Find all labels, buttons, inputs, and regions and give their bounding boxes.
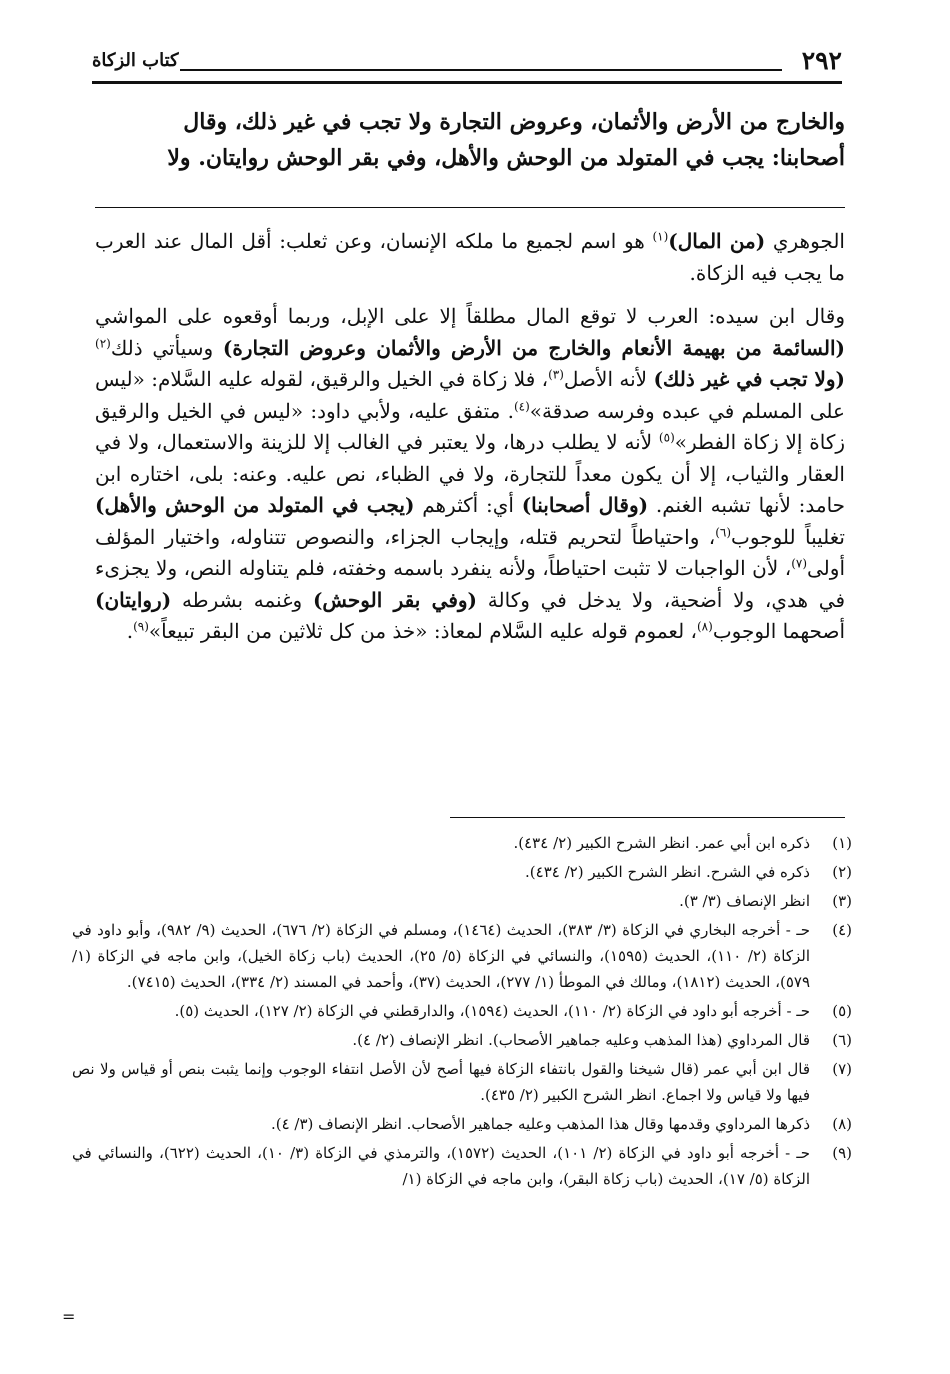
sharh-segment: وغنمه بشرطه [181,587,303,612]
footnote [72,998,852,1024]
footnote-text: حـ - أخرجه البخاري في الزكاة (٣/ ٣٨٣)، الحديث (١٤٦٤)، ومسلم في الزكاة (٢/ ٦٧٦)، الحديث (٩/ ٩٨٢)، وأبو داود في الزكاة (٢/ ١١٠)، الحديث (١٥٩٥)، والنسائي في الزكاة (٥/ ٢٥)، الحديث (باب زكاة الخيل)، وابن ماجه في الزكاة (١/ ٥٧٩)، الحديث (١٨١٢)، ومالك في الموطأ (١/ ٢٧٧)، الحديث (٣٧)، وأحمد في المسند (٢/ ٣٣٤)، الحديث (٧٤١٥). [72,921,811,991]
sharh-segment: ، لعموم قوله عليه السَّلام لمعاذ: «خذ من كل ثلاثين من البقر تبيعاً» [148,619,697,643]
sharh-segment: وسيأتي ذلك [110,335,214,360]
continuation-mark: = [62,1307,76,1326]
footnote-number: (٨) [832,1115,852,1133]
footnote-text: قال المرداوي (هذا المذهب وعليه جماهير الأصحاب). انظر الإنصاف (٢/ ٤). [352,1031,810,1049]
footnote-ref: (٢) [95,335,111,350]
footnote-ref: (٨) [696,619,713,634]
footnote-ref: (٦) [715,524,732,539]
sharh-segment: لأنه الأصل [563,367,648,391]
sharh-segment: تغليباً للوجوب [731,524,845,549]
sharh-segment: الجوهري [772,229,845,253]
matn-separator [95,207,845,208]
footnote-text: ذكره في الشرح. انظر الشرح الكبير (٢/ ٤٣٤). [525,863,810,881]
page-header [92,46,842,76]
footnote-number: (٣) [832,892,852,910]
footnote-ref: (٥) [658,430,675,445]
footnote [72,1140,852,1192]
footnote-text: قال ابن أبي عمر (قال شيخنا والقول بانتفاء الزكاة فيها أصح لأن الأصل انتفاء الوجوب وإنما يثبت بنص أو قياس ولا نص فيها ولا قياس ولا اجماع. انظر الشرح الكبير (٢/ ٤٣٥). [72,1060,810,1104]
footnote-number: (٩) [832,1144,852,1162]
matn-line: أصحابنا: يجب في المتولد من الوحش والأهل، وفي بقر الوحش روايتان. ولا [167,145,845,171]
footnote-separator [450,817,845,818]
footnote-ref: (٩) [133,619,149,634]
footnote-ref: (١) [652,229,669,244]
footnote-number: (١) [832,834,852,852]
footnote-number: (٢) [832,863,852,881]
matn-line: والخارج من الأرض والأثمان، وعروض التجارة ولا تجب في غير ذلك، وقال [183,109,845,135]
footnote-ref: (٤) [513,398,530,413]
footnote-text: حـ - أخرجه أبو داود في الزكاة (٢/ ١١٠)، الحديث (١٥٩٤)، والدارقطني في الزكاة (٢/ ١٢٧)، الحديث (٥). [174,1002,810,1020]
quoted-matn: (وقال أصحابنا) [521,493,649,517]
sharh-paragraph [95,301,845,648]
footnotes [72,830,852,1195]
sharh-segment: لأنه لا يطلب درها، ولا يعتبر في الغالب إلا للزينة والاستعمال، ولا في العقار والثياب، إلا أن يكون معداً للتجارة، ولا في الظباء، نص عليه. وعنه: بلى، اختاره ابن حامد: لأنها تشبه الغنم. [95,430,846,517]
quoted-matn: (روايتان) [95,587,172,612]
sharh-segment: وقال ابن سيده: العرب لا توقع المال مطلقاً إلا على الإبل، وربما أوقعوه على المواشي [95,304,845,328]
footnote-number: (٧) [832,1060,852,1078]
footnote-text: انظر الإنصاف (٣/ ٣). [679,892,810,910]
footnote [72,917,852,995]
book-title: كتاب الزكاة [92,50,179,71]
sharh-segment: هو اسم لجميع ما ملكه الإنسان، وعن ثعلب: أقل المال عند العرب ما يجب فيه الزكاة. [95,229,845,285]
quoted-matn: (من المال) [668,229,766,253]
footnote [72,1111,852,1137]
footnote-number: (٤) [832,921,852,939]
footnote [72,1027,852,1053]
quoted-matn: (يجب في المتولد من الوحش والأهل) [95,493,415,517]
page-number: ٢٩٢ [801,46,842,75]
footnote [72,830,852,856]
header-rule [180,69,782,71]
footnote-number: (٦) [832,1031,852,1049]
matn-text [95,104,845,176]
header-underline [92,81,842,84]
footnote [72,859,852,885]
sharh-text [95,226,845,648]
sharh-segment: ، لأن الواجبات لا تثبت احتياطاً، ولأنه ينفرد باسمه وخفته، فلم يتناوله النص، ولا يجزىء في هدي، ولا أضحية، ولا يدخل في وكالة [95,556,846,612]
footnote [72,888,852,914]
sharh-paragraph [95,226,845,289]
quoted-matn: (وفي بقر الوحش) [312,587,478,612]
sharh-segment: أصحهما الوجوب [712,619,845,643]
footnote-ref: (٣) [548,367,564,382]
footnote-text: ذكرها المرداوي وقدمها وقال هذا المذهب وعليه جماهير الأصحاب. انظر الإنصاف (٣/ ٤). [270,1115,810,1133]
sharh-segment: . متفق عليه، ولأبي داود: «ليس في الخيل والرقيق زكاة إلا زكاة الفطر» [95,398,846,454]
sharh-segment: ، فلا زكاة في الخيل والرقيق، لقوله عليه السَّلام: «ليس على المسلم في عبده وفرسه صدقة» [95,367,845,423]
footnote-ref: (٧) [791,556,808,571]
footnote-text: ذكره ابن أبي عمر. انظر الشرح الكبير (٢/ ٤٣٤). [513,834,810,852]
footnote-text: حـ - أخرجه أبو داود في الزكاة (٢/ ١٠١)، الحديث (١٥٧٢)، والترمذي في الزكاة (٣/ ١٠)، الحديث (٦٢٢)، والنسائي في الزكاة (٥/ ١٧)، الحديث (باب زكاة البقر)، وابن ماجه في الزكاة (١/ [72,1144,811,1188]
sharh-segment: أي: أكثرهم [422,493,514,517]
sharh-segment: ، واحتياطاً لتحريم قتله، وإيجاب الجزاء، والنصوص تتناوله، واختيار المؤلف أولى [95,524,845,580]
quoted-matn: (السائمة من بهيمة الأنعام والخارج من الأرض والأثمان وعروض التجارة) [222,335,846,360]
sharh-segment: . [126,619,134,643]
footnote [72,1056,852,1108]
quoted-matn: (ولا تجب في غير ذلك) [653,367,846,391]
footnote-number: (٥) [832,1002,852,1020]
